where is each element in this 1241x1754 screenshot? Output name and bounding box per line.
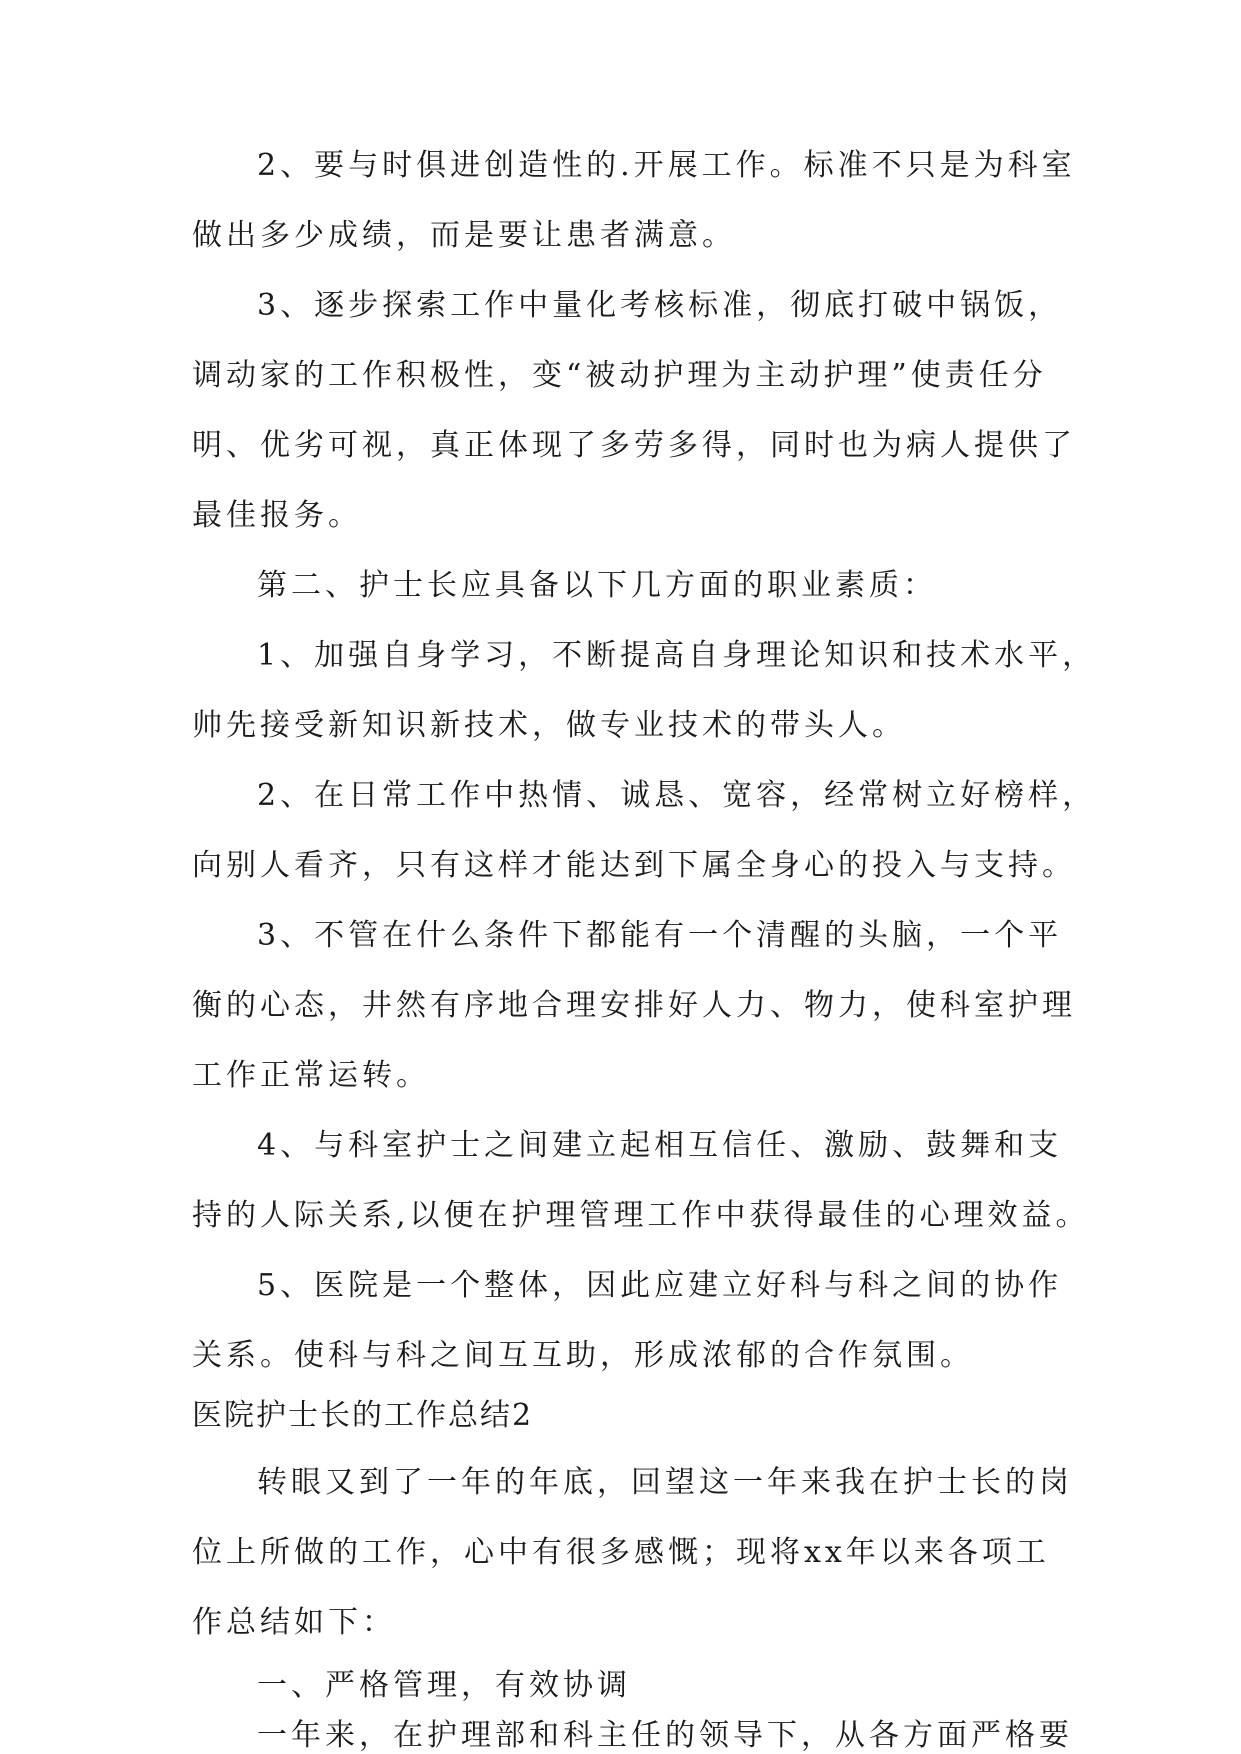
- text-line: 2、要与时俱进创造性的.开展工作。标准不只是为科室: [257, 148, 1076, 183]
- text-line: 明、优劣可视，真正体现了多劳多得，同时也为病人提供了: [192, 428, 1076, 463]
- text-line: 转眼又到了一年的年底，回望这一年来我在护士长的岗: [257, 1465, 1073, 1500]
- section-heading: 第二、护士长应具备以下几方面的职业素质：: [257, 568, 937, 603]
- text-line: 做出多少成绩，而是要让患者满意。: [192, 218, 736, 253]
- text-line: 最佳报务。: [192, 498, 362, 533]
- text-line: 5、医院是一个整体，因此应建立好科与科之间的协作: [257, 1268, 1063, 1303]
- text-line: 1、加强自身学习，不断提高自身理论知识和技术水平，: [257, 638, 1097, 673]
- text-line: 4、与科室护士之间建立起相互信任、激励、鼓舞和支: [257, 1128, 1063, 1163]
- text-line: 工作正常运转。: [192, 1058, 430, 1093]
- text-line: 衡的心态，井然有序地合理安排好人力、物力，使科室护理: [192, 988, 1076, 1023]
- text-line: 关系。使科与科之间互互助，形成浓郁的合作氛围。: [192, 1338, 974, 1373]
- text-line: 持的人际关系,以便在护理管理工作中获得最佳的心理效益。: [192, 1198, 1090, 1233]
- text-line: 调动家的工作积极性，变“被动护理为主动护理”使责任分: [192, 358, 1047, 393]
- section-heading: 一、严格管理，有效协调: [257, 1668, 631, 1703]
- text-line: 一年来，在护理部和科主任的领导下，从各方面严格要: [257, 1718, 1073, 1753]
- text-line: 2、在日常工作中热情、诚恳、宽容，经常树立好榜样，: [257, 778, 1097, 813]
- text-line: 作总结如下：: [192, 1605, 396, 1640]
- text-line: 向别人看齐，只有这样才能达到下属全身心的投入与支持。: [192, 848, 1076, 883]
- document-title: 医院护士长的工作总结2: [192, 1398, 534, 1433]
- text-line: 3、逐步探索工作中量化考核标准，彻底打破中锅饭，: [257, 288, 1063, 323]
- text-line: 帅先接受新知识新技术，做专业技术的带头人。: [192, 708, 906, 743]
- text-line: 位上所做的工作，心中有很多感慨；现将xx年以来各项工: [192, 1535, 1050, 1570]
- text-line: 3、不管在什么条件下都能有一个清醒的头脑，一个平: [257, 918, 1063, 953]
